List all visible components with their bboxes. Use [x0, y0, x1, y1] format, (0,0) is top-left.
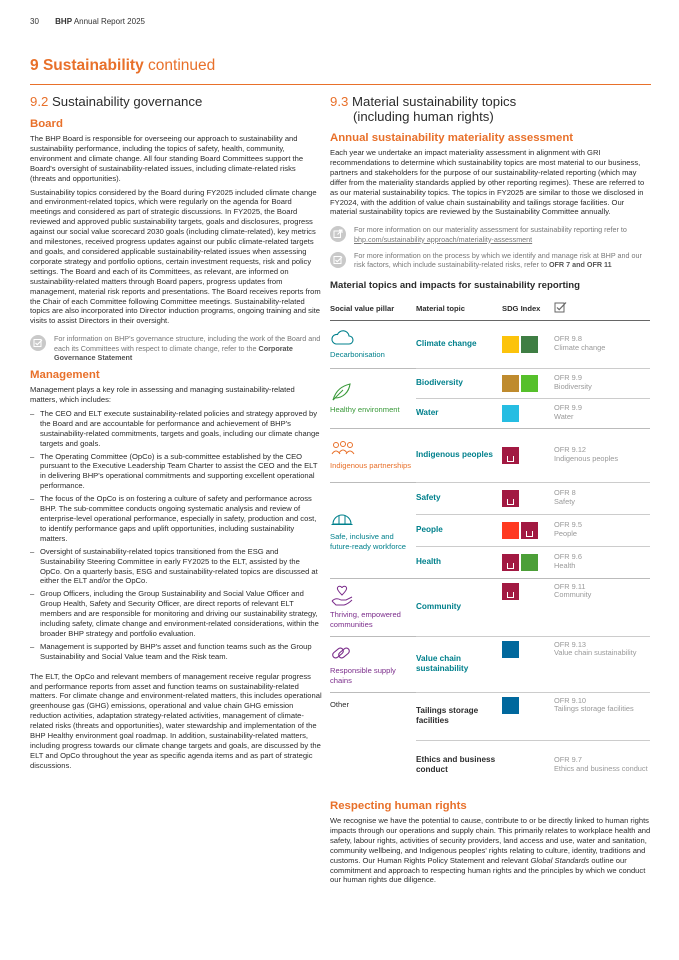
sdg-7-icon — [502, 336, 519, 353]
board-paragraph-2: Sustainability topics considered by the Board during FY2025 included climate change and environment-related topics, which were regularly on the agenda for Board meetings and considered as part of strategic discussions. In FY2025, the Board reviewed and approved public sustainability targets, goals and disclosures, progress against our social value scorecard 2030 goals (including climate-related), key metrics and milestones, received progress updates against our public climate-related targets and goals, and considered applicable sustainability-related issues when assessing corporate strategy and portfolio options, certain investment requests, risk and policy settings. The Board and each of its Committees, as relevant, are informed on sustainability-related matters through Board papers, progress updates from management, material risk reports and presentations. The Board receives reports from the Chair of each Committee following Committee meetings. Sustainability-related topics are also incorporated into Director induction programs, ongoing training and site visits to assist Directors in their oversight. — [30, 187, 321, 326]
topic-name: Ethics and business conduct — [416, 755, 496, 775]
ofr-reference: OFR 9.11 Community — [550, 578, 650, 636]
checklist-icon — [30, 335, 46, 351]
col-header-pillar: Social value pillar — [330, 297, 416, 321]
sdg-8-icon — [521, 522, 538, 539]
pillar-label: Indigenous partnerships — [330, 460, 412, 470]
ofr-reference: OFR 9.7 Ethics and business conduct — [554, 755, 648, 774]
ofr-reference: OFR 9.8 Climate change — [550, 320, 650, 368]
people-group-icon — [330, 440, 356, 458]
ofr-reference: OFR 9.12 Indigenous peoples — [550, 428, 650, 482]
list-item: – Group Officers, including the Group Sustainability and Social Value Officer and Group Health, Safety and Security Officer, are direct reports of relevant ELT members and are responsible for monitoring and driving our sustainability strategy, including safety, climate change and environment-related considerations, within the broader BHP strategy and portfolio evaluation. — [30, 589, 322, 639]
right-column — [330, 94, 652, 889]
sdg-13-icon — [521, 336, 538, 353]
governance-callout: For information on BHP's governance structure, including the work of the Board and each its Committees with respect to climate change, refer to the Corporate Governance Statement — [30, 334, 322, 362]
col-header-topic: Material topic — [416, 297, 502, 321]
sdg-15-icon — [521, 375, 538, 392]
sdg-14-icon — [502, 375, 519, 392]
checklist-icon — [330, 252, 346, 268]
sdg-icons — [502, 578, 550, 636]
corporate-governance-link[interactable]: Corporate Governance Statement — [54, 343, 293, 362]
external-link-icon — [330, 226, 346, 242]
chain-link-icon — [330, 643, 352, 663]
sdg-icons — [502, 368, 550, 398]
table-row — [330, 368, 650, 398]
topic-name: Indigenous peoples — [416, 428, 502, 482]
list-item: – Management is supported by BHP's asset and function teams such as the Group Sustainability and Social Value team and the Risk team. — [30, 642, 322, 662]
board-heading: Board — [30, 118, 63, 130]
ofr-reference: OFR 9.9 Biodiversity — [550, 368, 650, 398]
topic-name: Water — [416, 398, 502, 428]
section-rule — [30, 84, 651, 85]
sdg-icons — [502, 546, 550, 578]
topic-name: Biodiversity — [416, 368, 502, 398]
pillar-label: Thriving, empowered communities — [330, 610, 401, 629]
ofr-link[interactable]: OFR 7 and OFR 11 — [548, 260, 612, 270]
sdg-8-icon — [502, 554, 519, 571]
governance-heading: 9.2 Sustainability governance — [30, 94, 203, 109]
table-row — [330, 428, 650, 482]
assessment-heading: Annual sustainability materiality assessment — [330, 132, 574, 144]
table-row — [330, 578, 650, 636]
human-rights-paragraph: We recognise we have the potential to cause, contribute to or be directly linked to human rights impacts through our operations and supply chain. This primarily relates to workplace health and safety, labour rights, activities of security providers, land access and use, water and sanitation, community wellbeing, and Indigenous peoples' rights relating to culture, identity, traditions and customs. Our Human Rights Policy Statement and relevant Global Standards outline our commitment and approach to respecting human rights and the principles by which we conduct our human rights due diligence. — [330, 816, 651, 885]
sdg-8-icon — [502, 490, 519, 507]
management-heading: Management — [30, 369, 100, 382]
sdg-12-icon — [502, 641, 519, 658]
table-row — [330, 320, 650, 368]
sdg-5-icon — [502, 522, 519, 539]
section-title: 9 Sustainability continued — [30, 57, 216, 74]
col-header-ofr-icon — [550, 297, 650, 321]
sdg-icons — [502, 482, 550, 514]
hard-hat-icon — [330, 509, 354, 529]
management-list — [30, 409, 322, 662]
topic-name: People — [416, 514, 502, 546]
material-topics-table — [330, 297, 650, 791]
list-item: – The CEO and ELT execute sustainability-related policies and strategy approved by the Board and are accountable for performance and achievement of BHP's sustainability-related commitments, targets and goals, including our climate change targets and goals. — [30, 409, 322, 449]
materiality-link[interactable]: bhp.com/sustainability approach/materiality-assessment — [354, 234, 533, 244]
topic-name: Value chain sustainability — [416, 636, 502, 692]
hand-heart-icon — [330, 585, 354, 607]
sdg-3-icon — [521, 554, 538, 571]
pillar-label: Other — [330, 699, 349, 709]
pillar-label: Decarbonisation — [330, 349, 385, 359]
pillar-label: Safe, inclusive and future-ready workforce — [330, 532, 406, 551]
topic-name: Tailings storage facilities — [416, 692, 502, 740]
sdg-icons — [502, 320, 550, 368]
checklist-icon — [554, 301, 567, 314]
material-topics-heading: 9.3 Material sustainability topics (including human rights) — [330, 94, 517, 124]
sdg-icons — [502, 428, 550, 482]
ofr-reference: OFR 9.9 Water — [550, 398, 650, 428]
sdg-8-icon — [502, 447, 519, 464]
table-row — [330, 692, 650, 740]
board-paragraph-1: The BHP Board is responsible for overseeing our approach to sustainability and sustainability performance, including the topics of safety, health, community, environment and climate change. All four standing Board Committees support the Board's oversight of sustainability-related issues, including climate-related risks (threats and opportunities). — [30, 134, 304, 183]
list-item: – The Operating Committee (OpCo) is a sub-committee established by the CEO pursuant to the Executive Leadership Team Charter to assist the CEO and the ELT in delivering BHP's operational commitments and supporting excellent operational performance. — [30, 452, 322, 492]
ofr-reference: OFR 9.6 Health — [550, 546, 650, 578]
list-item: – Oversight of sustainability-related topics transitioned from the ESG and Sustainability Steering Committee in early FY2025 to the ELT, assisted by the OpCo. On a quarterly basis, ESG and sustainability-related topics are discussed at either the ELT and/or the OpCo. — [30, 547, 322, 587]
ofr-reference: OFR 9.10 Tailings storage facilities — [550, 692, 650, 740]
left-column — [30, 94, 322, 775]
pillar-label: Healthy environment — [330, 404, 400, 414]
topic-name: Health — [416, 546, 502, 578]
ofr-reference: OFR 9.13 Value chain sustainability — [550, 636, 650, 692]
ofr-reference: OFR 8 Safety — [550, 482, 650, 514]
page-header — [30, 17, 145, 26]
table-row — [330, 482, 650, 514]
table-row — [330, 636, 650, 692]
topic-name: Community — [416, 578, 502, 636]
sdg-8-icon — [502, 583, 519, 600]
human-rights-heading: Respecting human rights — [330, 800, 467, 813]
sdg-12-icon — [502, 697, 519, 714]
list-item: – The focus of the OpCo is on fostering a culture of safety and performance across BHP. The sub-committee conducts ongoing systematic analysis and review of enterprise-level operational performance, especially in safety, production and cost, to identify performance gaps and uplift opportunities, including sustainability matters. — [30, 494, 322, 544]
sdg-icons — [502, 740, 550, 790]
col-header-sdg: SDG Index — [502, 297, 550, 321]
report-title: BHP Annual Report 2025 — [55, 17, 145, 26]
pillar-label: Responsible supply chains — [330, 666, 396, 685]
ofr-reference: OFR 9.5 People — [550, 514, 650, 546]
sdg-icons — [502, 398, 550, 428]
topic-name: Climate change — [416, 320, 502, 368]
topic-name: Safety — [416, 482, 502, 514]
sdg-6-icon — [502, 405, 519, 422]
cloud-icon — [330, 329, 354, 347]
assessment-paragraph: Each year we undertake an impact materiality assessment in alignment with GRI recommendations to determine which sustainability topics are most material to our business, partners and stakeholders for the purpose of our sustainability-related reporting (which may differ from the materiality standards applied by other reporting regimes). These are referred to as our material sustainability topics. The topics in FY2025 are similar to those we disclosed in FY2024, with the addition of value chain sustainability and tailings storage facilities. Our material sustainability topics are reviewed by the Sustainability Committee annually. — [330, 148, 645, 217]
table-title: Material topics and impacts for sustainability reporting — [330, 279, 581, 291]
closing-paragraph: The ELT, the OpCo and relevant members of management receive regular progress and performance reports from asset and function teams on sustainability-related matters. For climate change and environment-related matters, this includes operational greenhouse gas (GHG) emissions, operational and value chain GHG emission reduction activities, adaptation strategy-related activities, management of climate-related risks (threats and opportunities), water stewardship and implementation of the BHP Healthy environment goal roadmap. In addition, sustainability-related matters, including progress towards our climate change targets and goals, are discussed by the ELT and OpCo throughout the year as specific agenda items and as part of strategic discussions. — [30, 671, 322, 770]
sdg-icons — [502, 514, 550, 546]
leaf-icon — [330, 382, 352, 402]
page-number: 30 — [30, 17, 39, 26]
risk-callout: For more information on the process by which we identify and manage risk at BHP and our risk factors, which include sustainability-related risks, refer to OFR 7 and OFR 11 — [330, 251, 652, 270]
sdg-icons — [502, 692, 550, 740]
management-intro: Management plays a key role in assessing and managing sustainability-related matters, which includes: — [30, 385, 295, 405]
sdg-icons — [502, 636, 550, 692]
materiality-callout: For more information on our materiality assessment for sustainability reporting refer to bhp.com/sustainability approach/materiality-assessment — [330, 225, 652, 244]
